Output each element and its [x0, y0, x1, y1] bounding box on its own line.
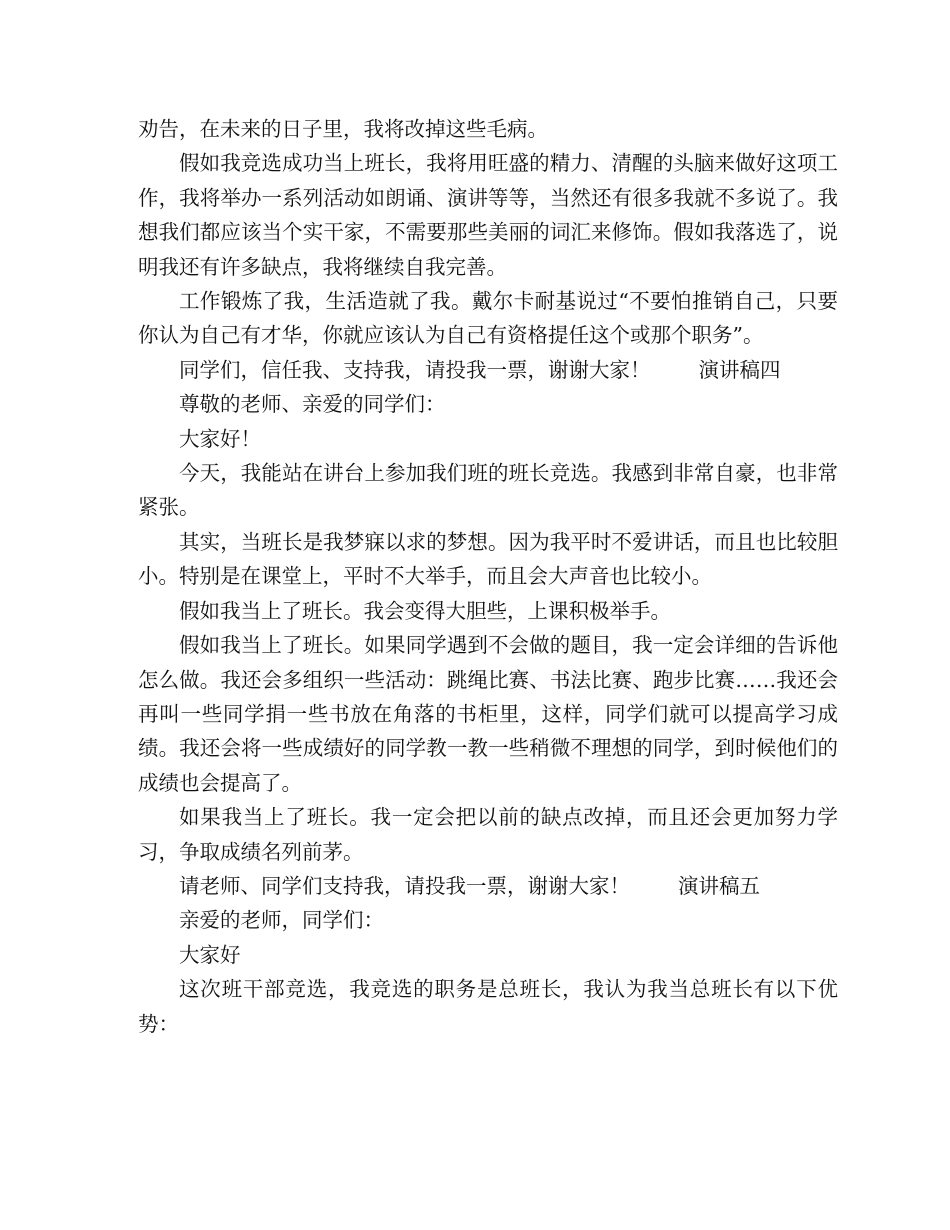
- paragraph-5: [138, 387, 838, 421]
- paragraph-13: [138, 903, 838, 937]
- paragraph-7: [138, 456, 838, 525]
- paragraph-12: [138, 869, 838, 903]
- paragraph-14: [138, 938, 838, 972]
- document-body: [138, 112, 838, 1041]
- paragraph-text: 大家好: [179, 942, 241, 967]
- paragraph-11: [138, 800, 838, 869]
- paragraph-text: 劝告，在未来的日子里，我将改掉这些毛病。: [138, 117, 548, 141]
- paragraph-text: 工作锻炼了我，生活造就了我。戴尔卡耐基说过“不要怕推销自己，只要你认为自己有才华，你就应该认为自己有资格提任这个或那个职务”。: [138, 289, 838, 348]
- paragraph-text: 尊敬的老师、亲爱的同学们：: [179, 392, 446, 417]
- paragraph-text: 大家好！: [179, 426, 261, 451]
- paragraph-text: 这次班干部竞选，我竞选的职务是总班长，我认为我当总班长有以下优势：: [138, 977, 838, 1036]
- paragraph-1: [138, 112, 838, 146]
- paragraph-text: 假如我竞选成功当上班长，我将用旺盛的精力、清醒的头脑来做好这项工作，我将举办一系列活动如朗诵、演讲等等，当然还有很多我就不多说了。我想我们都应该当个实干家，不需要那些美丽的词汇来修饰。假如我落选了，说明我还有许多缺点，我将继续自我完善。: [138, 151, 838, 279]
- paragraph-text: 请老师、同学们支持我，请投我一票，谢谢大家！: [179, 873, 630, 898]
- paragraph-15: [138, 972, 838, 1041]
- paragraph-8: [138, 525, 838, 594]
- paragraph-2: [138, 146, 838, 284]
- paragraph-4: [138, 353, 838, 387]
- paragraph-6: [138, 422, 838, 456]
- paragraph-text: 同学们，信任我、支持我，请投我一票，谢谢大家！: [179, 357, 651, 382]
- paragraph-text: 如果我当上了班长。我一定会把以前的缺点改掉，而且还会更加努力学习，争取成绩名列前茅。: [138, 805, 838, 864]
- paragraph-text: 亲爱的老师，同学们：: [179, 908, 384, 933]
- paragraph-text: 假如我当上了班长。如果同学遇到不会做的题目，我一定会详细的告诉他怎么做。我还会多组织一些活动：跳绳比赛、书法比赛、跑步比赛……我还会再叫一些同学捐一些书放在角落的书柜里，这样，同学们就可以提高学习成绩。我还会将一些成绩好的同学教一教一些稍微不理想的同学，到时候他们的成绩也会提高了。: [138, 633, 838, 795]
- paragraph-10: [138, 628, 838, 800]
- section-heading-speech-4: 演讲稿四: [698, 357, 781, 382]
- paragraph-text: 今天，我能站在讲台上参加我们班的班长竞选。我感到非常自豪，也非常紧张。: [138, 461, 838, 520]
- section-heading-speech-5: 演讲稿五: [678, 873, 760, 898]
- paragraph-3: [138, 284, 838, 353]
- paragraph-text: 假如我当上了班长。我会变得大胆些，上课积极举手。: [179, 598, 671, 623]
- paragraph-text: 其实，当班长是我梦寐以求的梦想。因为我平时不爱讲话，而且也比较胆小。特别是在课堂上，平时不大举手，而且会大声音也比较小。: [138, 529, 838, 589]
- paragraph-9: [138, 594, 838, 628]
